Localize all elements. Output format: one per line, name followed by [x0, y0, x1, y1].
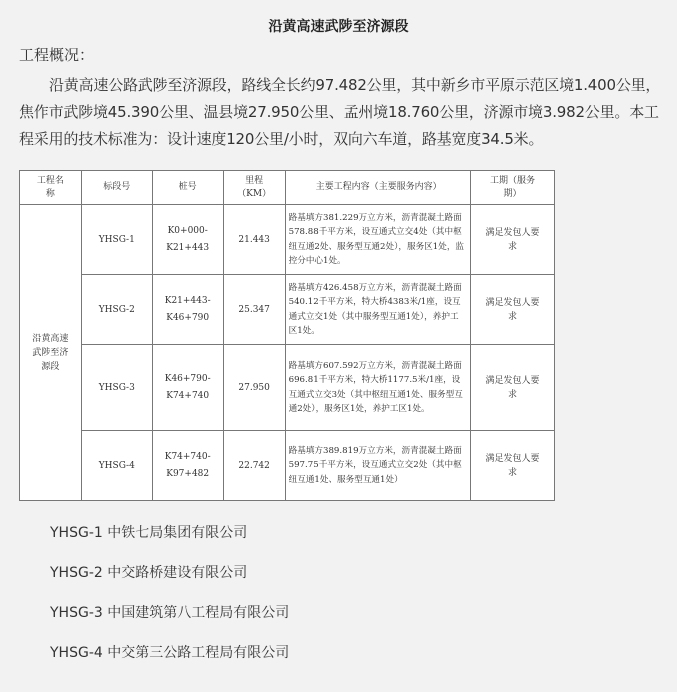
- contractor-item: YHSG-4 中交第三公路工程局有限公司: [50, 645, 290, 661]
- overview-paragraph: 沿黄高速公路武陟至济源段，路线全长约97.482公里，其中新乡市平原示范区境1.400公里，焦作市武陟境45.390公里、温县境27.950公里、孟州境18.760公里，济源市境3.982公里。本工程采用的技术标准为：设计速度120公里/小时，双向六车道，路基宽度34.5米。: [19, 76, 661, 148]
- header-content: 主要工程内容（主要服务内容）: [285, 171, 470, 205]
- stake-cell: K21+443-K46+790: [152, 275, 223, 345]
- content-cell: 路基填方426.458万立方米，沥青混凝土路面540.12千平方米，特大桥4383米/1座，设互通式立交1处（其中服务型互通1处），养护工区1处。: [285, 275, 470, 345]
- period-cell: 满足发包人要求: [471, 431, 555, 501]
- project-table: [19, 170, 555, 501]
- content-cell: 路基填方389.819万立方米，沥青混凝土路面597.75千平方米，设互通式立交2处（其中枢纽互通1处、服务型互通1处）: [285, 431, 470, 501]
- table-row: [20, 275, 555, 345]
- section-cell: YHSG-2: [81, 275, 152, 345]
- stake-cell: K0+000-K21+443: [152, 205, 223, 275]
- table-header-row: [20, 171, 555, 205]
- header-section: 标段号: [81, 171, 152, 205]
- stake-cell: K46+790-K74+740: [152, 345, 223, 431]
- contractor-item: YHSG-3 中国建筑第八工程局有限公司: [50, 605, 290, 621]
- table-row: [20, 431, 555, 501]
- page-title: 沿黄高速武陟至济源段: [268, 19, 409, 35]
- mileage-cell: 22.742: [223, 431, 285, 501]
- header-stake: 桩号: [152, 171, 223, 205]
- table-row: [20, 345, 555, 431]
- contractor-item: YHSG-1 中铁七局集团有限公司: [50, 525, 248, 541]
- header-mileage: 里程（KM）: [223, 171, 285, 205]
- period-cell: 满足发包人要求: [471, 205, 555, 275]
- mileage-cell: 25.347: [223, 275, 285, 345]
- stake-cell: K74+740-K97+482: [152, 431, 223, 501]
- overview-label: 工程概况：: [19, 46, 95, 64]
- period-cell: 满足发包人要求: [471, 345, 555, 431]
- content-cell: 路基填方607.592万立方米，沥青混凝土路面696.81千平方米，特大桥1177.5米/1座，设互通式立交3处（其中枢纽互通1处、服务型互通2处），服务区1处，养护工区1处。: [285, 345, 470, 431]
- period-cell: 满足发包人要求: [471, 275, 555, 345]
- content-cell: 路基填方381.229万立方米，沥青混凝土路面578.88千平方米，设互通式立交4处（其中枢纽互通2处、服务型互通2处），服务区1处，监控分中心1处。: [285, 205, 470, 275]
- table-row: [20, 205, 555, 275]
- section-cell: YHSG-1: [81, 205, 152, 275]
- header-project-name: 工程名称: [20, 171, 82, 205]
- mileage-cell: 27.950: [223, 345, 285, 431]
- contractor-item: YHSG-2 中交路桥建设有限公司: [50, 565, 248, 581]
- section-cell: YHSG-3: [81, 345, 152, 431]
- section-cell: YHSG-4: [81, 431, 152, 501]
- contractor-list: [50, 520, 289, 680]
- mileage-cell: 21.443: [223, 205, 285, 275]
- header-period: 工期（服务期）: [471, 171, 555, 205]
- project-name-cell: 沿黄高速武陟至济源段: [20, 205, 82, 501]
